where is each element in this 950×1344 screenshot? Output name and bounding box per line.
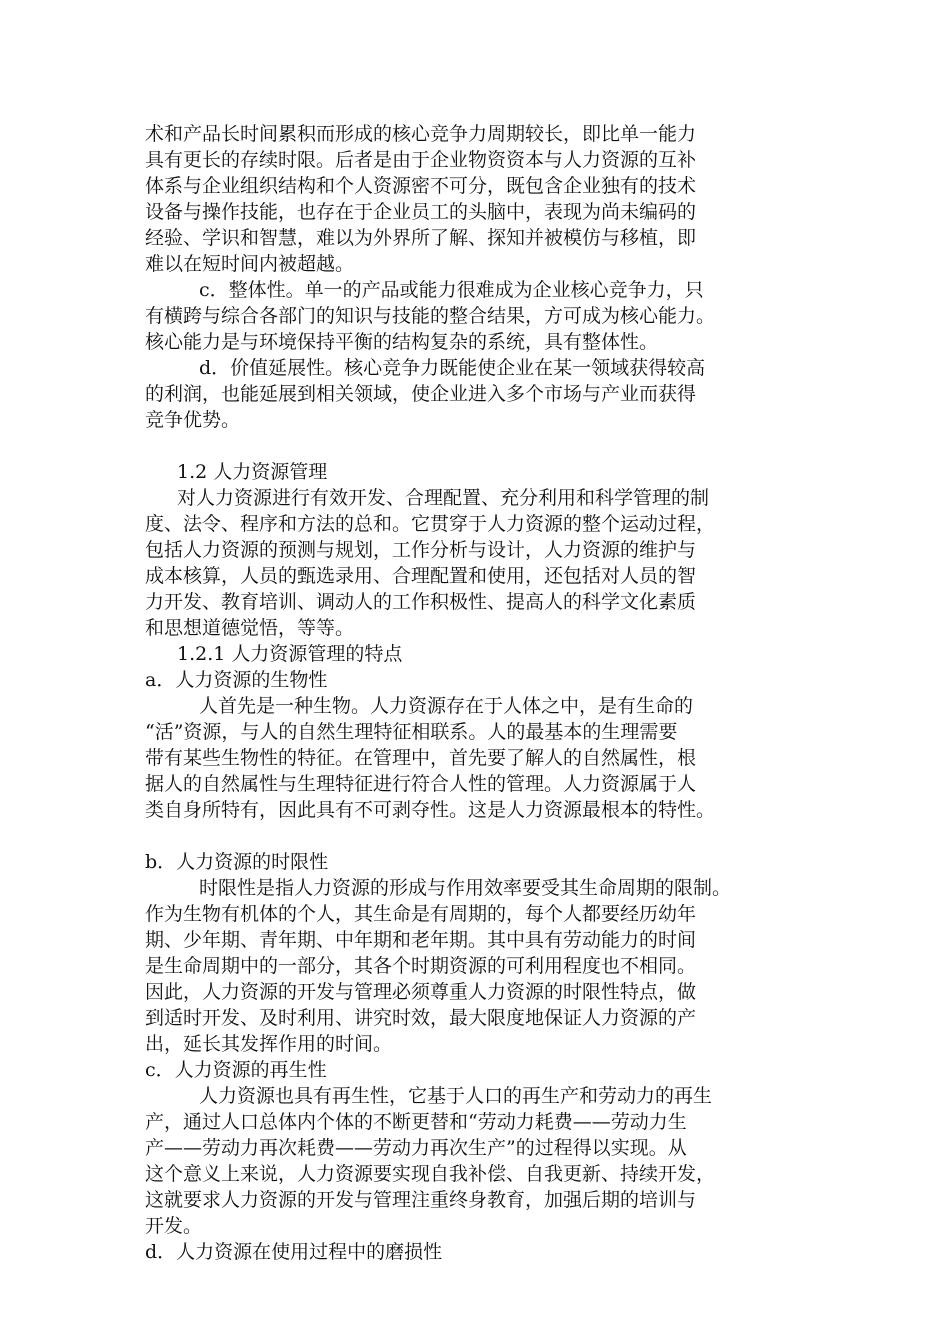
- subsection-heading: 1.2.1 人力资源管理的特点: [177, 643, 403, 665]
- text-line: 开发。: [145, 1215, 203, 1237]
- text-line: 据人的自然属性与生理特征进行符合人性的管理。人力资源属于人: [145, 773, 697, 795]
- text-line: 人力资源也具有再生性，它基于人口的再生产和劳动力的再生: [199, 1085, 713, 1107]
- text-line: 是生命周期中的一部分，其各个时期资源的可利用程度也不相同。: [145, 955, 697, 977]
- text-line: 时限性是指人力资源的形成与作用效率要受其生命周期的限制。: [199, 877, 732, 899]
- text-line: 竞争优势。: [145, 409, 241, 431]
- text-line: 这个意义上来说，人力资源要实现自我补偿、自我更新、持续开发，: [145, 1163, 716, 1185]
- text-line: 和思想道德觉悟，等等。: [145, 617, 355, 639]
- text-line: 人首先是一种生物。人力资源存在于人体之中，是有生命的: [199, 695, 694, 717]
- text-line: 包括人力资源的预测与规划，工作分析与设计，人力资源的维护与: [145, 539, 697, 561]
- text-line: 具有更长的存续时限。后者是由于企业物资资本与人力资源的互补: [145, 149, 697, 171]
- text-line: “活”资源，与人的自然生理特征相联系。人的最基本的生理需要: [145, 721, 678, 743]
- text-line: 作为生物有机体的个人，其生命是有周期的，每个人都要经历幼年: [145, 903, 697, 925]
- item-heading: c．人力资源的再生性: [145, 1059, 327, 1081]
- text-line: c．整体性。单一的产品或能力很难成为企业核心竞争力，只: [199, 279, 704, 301]
- text-line: 度、法令、程序和方法的总和。它贯穿于人力资源的整个运动过程，: [145, 513, 716, 535]
- text-line: 期、少年期、青年期、中年期和老年期。其中具有劳动能力的时间: [145, 929, 697, 951]
- text-line: 产——劳动力再次耗费——劳动力再次生产”的过程得以实现。从: [145, 1137, 687, 1159]
- text-line: 有横跨与综合各部门的知识与技能的整合结果，方可成为核心能力。: [145, 305, 716, 327]
- text-line: 经验、学识和智慧，难以为外界所了解、探知并被模仿与移植，即: [145, 227, 697, 249]
- text-line: 设备与操作技能，也存在于企业员工的头脑中，表现为尚未编码的: [145, 201, 697, 223]
- text-line: 力开发、教育培训、调动人的工作积极性、提高人的科学文化素质: [145, 591, 697, 613]
- text-line: 出，延长其发挥作用的时间。: [145, 1033, 393, 1055]
- text-line: 核心能力是与环境保持平衡的结构复杂的系统，具有整体性。: [145, 331, 659, 353]
- text-line: 类自身所特有，因此具有不可剥夺性。这是人力资源最根本的特性。: [145, 799, 716, 821]
- text-line: 对人力资源进行有效开发、合理配置、充分利用和科学管理的制: [177, 487, 710, 509]
- section-heading: 1.2 人力资源管理: [177, 461, 328, 483]
- text-line: 带有某些生物性的特征。在管理中，首先要了解人的自然属性，根: [145, 747, 697, 769]
- text-line: 这就要求人力资源的开发与管理注重终身教育，加强后期的培训与: [145, 1189, 697, 1211]
- text-line: 难以在短时间内被超越。: [145, 253, 355, 275]
- item-heading: d．人力资源在使用过程中的磨损性: [145, 1241, 443, 1263]
- text-line: 产，通过人口总体内个体的不断更替和“劳动力耗费——劳动力生: [145, 1111, 687, 1133]
- text-line: 成本核算，人员的甄选录用、合理配置和使用，还包括对人员的智: [145, 565, 697, 587]
- text-line: d．价值延展性。核心竞争力既能使企业在某一领域获得较高: [199, 357, 706, 379]
- text-line: 术和产品长时间累积而形成的核心竞争力周期较长，即比单一能力: [145, 123, 697, 145]
- text-line: 因此，人力资源的开发与管理必须尊重人力资源的时限性特点，做: [145, 981, 697, 1003]
- text-line: 体系与企业组织结构和个人资源密不可分，既包含企业独有的技术: [145, 175, 697, 197]
- text-line: 的利润，也能延展到相关领域，使企业进入多个市场与产业而获得: [145, 383, 697, 405]
- item-heading: b．人力资源的时限性: [145, 851, 329, 873]
- item-heading: a．人力资源的生物性: [145, 669, 328, 691]
- text-line: 到适时开发、及时利用、讲究时效，最大限度地保证人力资源的产: [145, 1007, 697, 1029]
